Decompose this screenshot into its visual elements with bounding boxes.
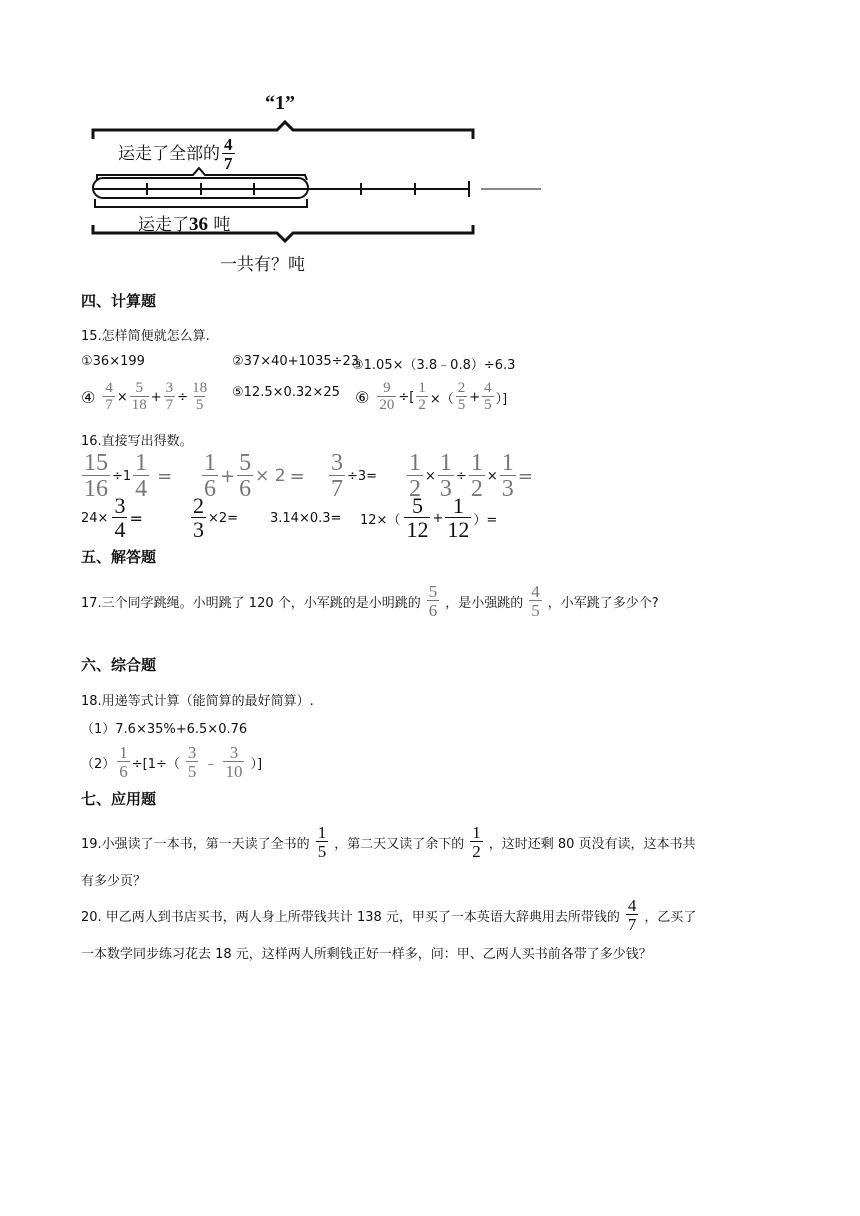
q15-p5: ⑤12.5×0.32×25 xyxy=(232,385,340,400)
fraction: $\frac{1}{2}$ xyxy=(409,450,421,502)
bottom-label: 一共有？吨 xyxy=(220,255,305,275)
fraction: $\frac{18}{5}$ xyxy=(192,380,208,413)
fraction: $\frac{15}{16}$ xyxy=(84,450,108,502)
q15-p6: ⑥ $\frac{9}{20}$ ÷[ $\frac{1}{2}$ ×（ $\frac{2}{5}$ + $\frac{4}{5}$ ）] xyxy=(355,380,508,413)
fraction: $\frac{1}{3}$ xyxy=(439,450,452,502)
fraction: $\frac{2}{3}$ xyxy=(193,493,204,542)
fraction: $\frac{1}{2}$ xyxy=(472,823,481,861)
q19-line2: 有多少页？ xyxy=(81,874,147,889)
q19-line1: 19.小强读了一本书，第一天读了全书的 $\frac{1}{5}$ ，第二天又读了余下的 $\frac{1}{2}$ ，这时还剩 80 页没有读，这本书共 xyxy=(81,823,696,861)
fraction: $\frac{3}{4}$ xyxy=(114,493,126,542)
q16-e7: 3.14×0.3= xyxy=(270,511,342,526)
fraction: $\frac{4}{5}$ xyxy=(531,582,540,620)
section-title-7: 七、应用题 xyxy=(81,790,157,808)
fraction: $\frac{1}{2}$ xyxy=(470,450,483,502)
fraction: $\frac{5}{6}$ xyxy=(428,582,438,620)
fraction: $\frac{3}{7}$ xyxy=(331,450,343,502)
fraction: $\frac{1}{12}$ xyxy=(447,493,470,542)
upper-label-text: 运走了全部的 xyxy=(118,144,220,164)
fraction: $\frac{3}{5}$ xyxy=(187,743,197,781)
q16-e2: $\frac{1}{6}$ + $\frac{5}{6}$ × 2 = xyxy=(204,450,305,502)
q16-e4: $\frac{1}{2}$ × $\frac{1}{3}$ ÷ $\frac{1}{2}$ × $\frac{1}{3}$ = xyxy=(409,450,533,502)
fraction: $\frac{1}{6}$ xyxy=(119,743,128,781)
q15-p4: ④ $\frac{4}{7}$ × $\frac{5}{18}$ + $\frac{3}{7}$ ÷ $\frac{18}{5}$ xyxy=(81,380,208,413)
fraction: $\frac{5}{18}$ xyxy=(131,380,147,413)
q18-intro: 18.用递等式计算（能简算的最好简算）. xyxy=(81,694,314,709)
fraction: $\frac{2}{5}$ xyxy=(457,380,466,413)
fraction: $\frac{1}{2}$ xyxy=(418,380,426,413)
lower-label-number: 36 xyxy=(189,214,208,235)
lower-label xyxy=(138,210,230,236)
unit-one-label: “1” xyxy=(265,92,295,114)
q16-e5: 24× $\frac{3}{4}$ = xyxy=(81,493,143,542)
fraction: $\frac{4}{7}$ xyxy=(627,896,637,934)
q16-e3: $\frac{3}{7}$ ÷3= xyxy=(331,450,378,502)
q15-p3: ③1.05×（3.8﹣0.8）÷6.3 xyxy=(352,358,516,373)
fraction: $\frac{1}{3}$ xyxy=(501,450,514,502)
q18-p2: （2） $\frac{1}{6}$ ÷[1÷（ $\frac{3}{5}$ ﹣ $\frac{3}{10}$ ）] xyxy=(81,743,263,781)
section-title-5: 五、解答题 xyxy=(81,548,157,566)
q16-e1: $\frac{15}{16}$ ÷1 $\frac{1}{4}$ = xyxy=(84,450,173,502)
q20-line2: 一本数学同步练习花去 18 元，这样两人所剩钱正好一样多，问：甲、乙两人买书前各带了多少钱？ xyxy=(81,947,652,962)
lower-label-suffix: 吨 xyxy=(208,215,231,235)
q17: 17.三个同学跳绳。小明跳了 120 个，小军跳的是小明跳的 $\frac{5}{6}$ ，是小强跳的 $\frac{4}{5}$ ，小军跳了多少个? xyxy=(81,582,659,620)
fraction: $\frac{4}{5}$ xyxy=(484,380,492,413)
fraction: $\frac{3}{7}$ xyxy=(165,380,174,413)
q20-line1: 20. 甲乙两人到书店买书，两人身上所带钱共计 138 元，甲买了一本英语大辞典用去所带钱的 $\frac{4}{7}$ ，乙买了 xyxy=(81,896,697,934)
fraction: $\frac{5}{12}$ xyxy=(406,493,429,542)
q15-p1: ①36×199 xyxy=(81,354,145,369)
fraction: $\frac{4}{7}$ xyxy=(105,380,113,413)
q18-p1: （1）7.6×35%+6.5×0.76 xyxy=(81,722,248,737)
fraction: $\frac{9}{20}$ xyxy=(379,380,395,413)
fraction: $\frac{5}{6}$ xyxy=(239,450,252,502)
lower-label-prefix: 运走了 xyxy=(138,215,189,235)
fraction: $\frac{1}{5}$ xyxy=(317,823,327,861)
q16-e6: $\frac{2}{3}$ ×2= xyxy=(193,493,239,542)
fraction: $\frac{3}{10}$ xyxy=(225,743,243,781)
fraction: $\frac{1}{6}$ xyxy=(204,450,216,502)
q15-p2: ②37×40+1035÷23 xyxy=(232,354,360,369)
q16-e8: 12×（ $\frac{5}{12}$ + $\frac{1}{12}$ ）= xyxy=(360,493,498,542)
fraction: $\frac{1}{4}$ xyxy=(135,450,148,502)
upper-label xyxy=(118,136,237,172)
q15-intro: 15.怎样简便就怎么算. xyxy=(81,329,210,344)
lower-inner-brace xyxy=(95,199,307,207)
section-title-6: 六、综合题 xyxy=(81,656,157,674)
q16-intro: 16.直接写出得数。 xyxy=(81,434,193,449)
fraction: $\frac{4}{7}$ xyxy=(224,135,233,173)
section-title-4: 四、计算题 xyxy=(81,292,157,310)
